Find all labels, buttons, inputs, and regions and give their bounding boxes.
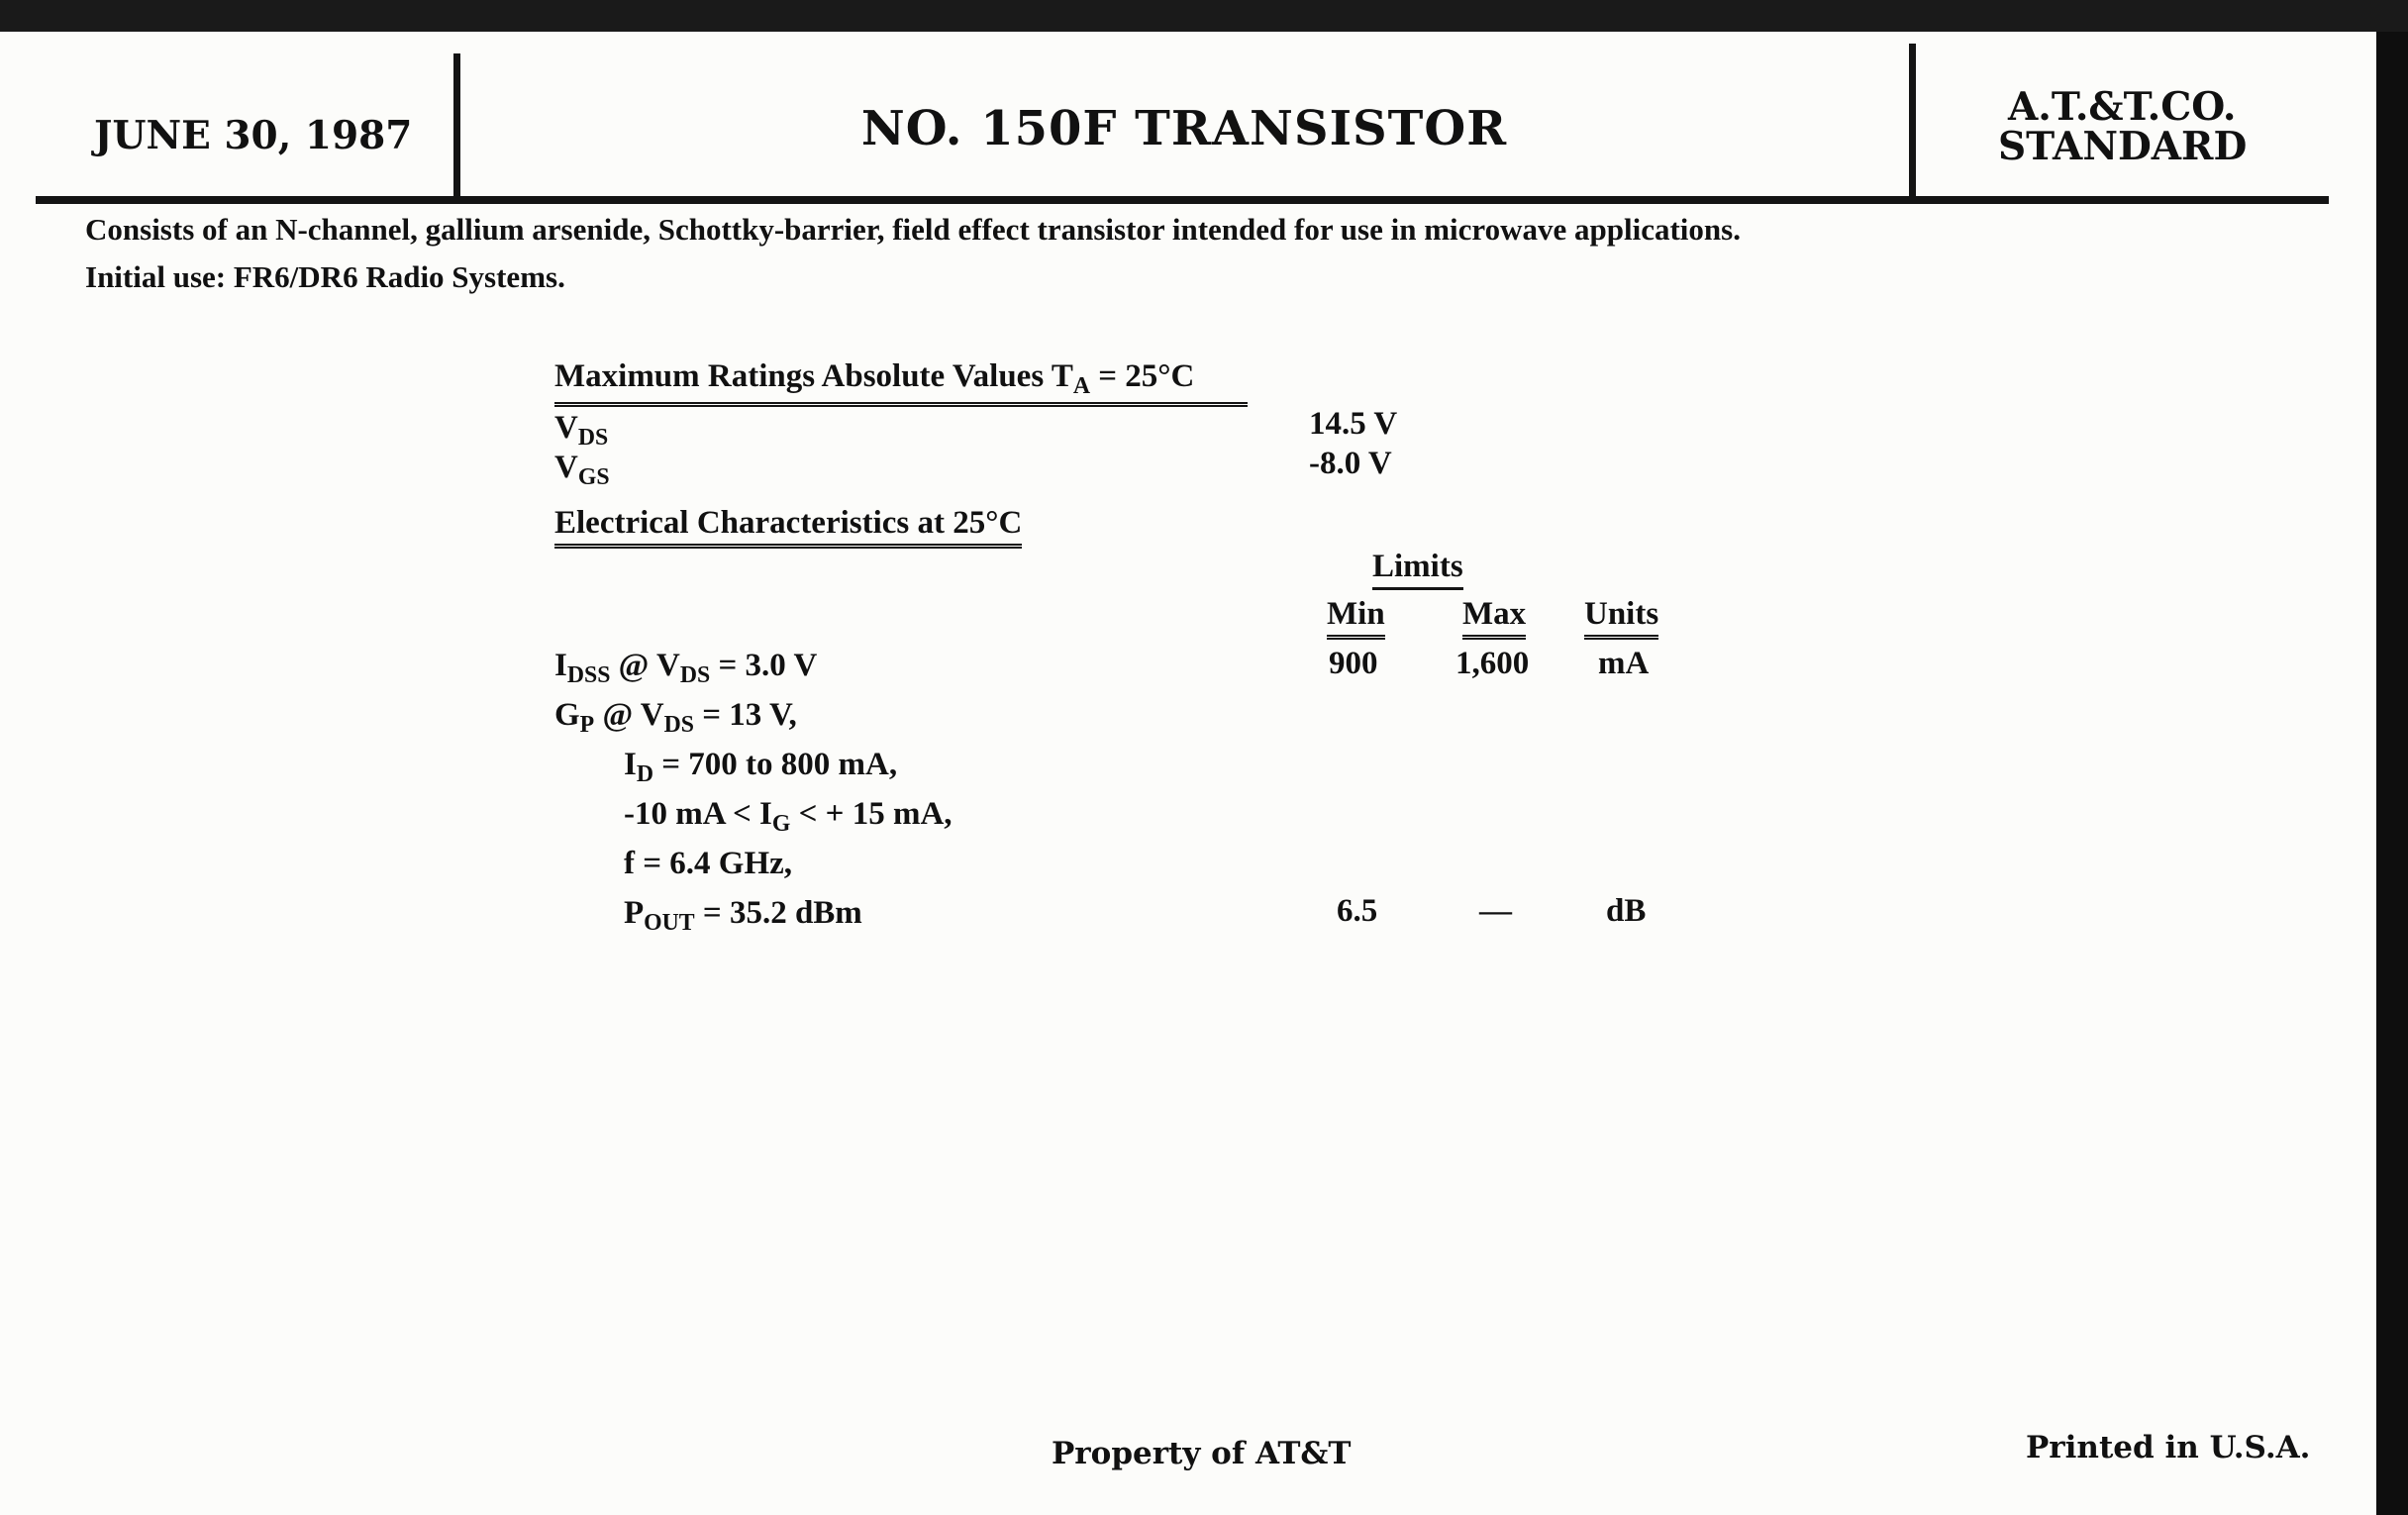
id-tail: = 700 to 800 mA,: [653, 747, 898, 782]
idss-units: mA: [1598, 646, 1650, 681]
intro-line-1: Consists of an N-channel, gallium arsenide, Schottky-barrier, field effect transistor intended for use in microwave applications.: [85, 212, 1741, 247]
gp-condition-line-5: [624, 895, 862, 937]
idss-tail: = 3.0 V: [710, 648, 818, 683]
electrical-heading: Electrical Characteristics at 25°C: [554, 505, 1022, 549]
id-subscript: D: [636, 761, 653, 788]
gp-mid: @ V: [594, 697, 664, 733]
header-rule: [36, 196, 2329, 204]
limits-label: Limits: [1372, 549, 1463, 590]
scan-edge: [2376, 32, 2408, 1515]
col-max: Max: [1462, 596, 1526, 640]
max-ratings-heading: [554, 358, 1248, 407]
max-ratings-heading-tail: = 25°C: [1089, 358, 1195, 394]
idss-subscript: DSS: [566, 662, 611, 689]
gp-min: 6.5: [1337, 893, 1378, 929]
header-divider-right: [1909, 44, 1916, 198]
gp-max: —: [1479, 893, 1512, 929]
pout-tail: = 35.2 dBm: [694, 895, 862, 931]
vgs-subscript: GS: [577, 464, 610, 491]
vds-symbol: V: [554, 410, 578, 446]
ig-pre: -10 mA < I: [624, 796, 772, 832]
id-symbol: I: [624, 747, 637, 782]
gp-tail: = 13 V,: [694, 697, 797, 733]
intro-line-2: Initial use: FR6/DR6 Radio Systems.: [85, 259, 565, 294]
vgs-symbol: V: [554, 450, 578, 485]
idss-max: 1,600: [1455, 646, 1530, 681]
gp-condition-line-4: f = 6.4 GHz,: [624, 846, 793, 881]
ig-tail: < + 15 mA,: [790, 796, 953, 832]
page-title-text: NO. 150F TRANSISTOR: [860, 101, 1508, 156]
vds-subscript: DS: [577, 425, 609, 452]
pout-subscript: OUT: [644, 910, 695, 937]
col-min: Min: [1327, 596, 1385, 640]
col-units: Units: [1584, 596, 1658, 640]
vds-label: [554, 410, 608, 452]
gp-condition-line-2: [624, 747, 897, 788]
max-ratings-heading-sub: A: [1072, 373, 1090, 400]
idss-subscript-2: DS: [679, 662, 711, 689]
footer-property: Property of AT&T: [1052, 1436, 1352, 1471]
gp-symbol: G: [554, 697, 580, 733]
idss-mid: @ V: [610, 648, 680, 683]
standard-label: [1998, 84, 2248, 169]
idss-symbol: I: [554, 648, 567, 683]
standard-line-1: A.T.&T.CO.: [2008, 84, 2237, 130]
idss-condition: [554, 648, 817, 689]
gp-subscript: P: [579, 712, 595, 739]
standard-sheet: [0, 32, 2376, 1515]
standard-line-2: STANDARD: [1998, 124, 2248, 169]
vgs-label: [554, 450, 610, 491]
gp-subscript-2: DS: [663, 712, 694, 739]
idss-min: 900: [1329, 646, 1378, 681]
pout-symbol: P: [624, 895, 645, 931]
ig-subscript: G: [771, 811, 791, 838]
gp-condition-line-1: [554, 697, 797, 739]
max-ratings-heading-text: Maximum Ratings Absolute Values T: [554, 358, 1073, 394]
vgs-value: -8.0 V: [1309, 446, 1392, 481]
vds-value: 14.5 V: [1309, 406, 1398, 442]
footer-printed: Printed in U.S.A.: [2026, 1430, 2311, 1465]
gp-condition-line-3: [624, 796, 953, 838]
gp-units: dB: [1606, 893, 1647, 929]
issue-date: JUNE 30, 1987: [94, 113, 413, 158]
